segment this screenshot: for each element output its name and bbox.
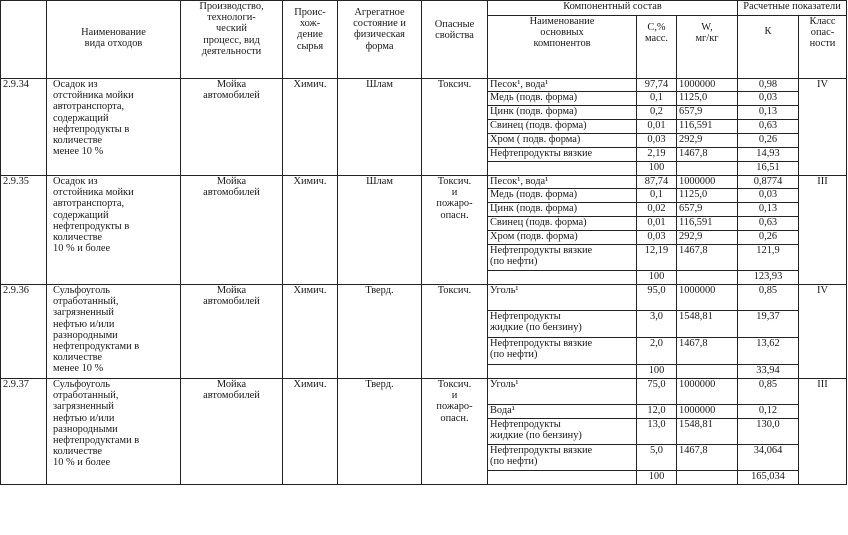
- component-k: 33,94: [738, 365, 799, 379]
- header-production: Производство, технологи- ческий процесс, вид деятельности: [181, 1, 283, 79]
- header-hazard: Опасные свойства: [422, 1, 488, 79]
- hazard-properties: Токсич.: [422, 79, 488, 176]
- component-w: 1000000: [677, 176, 738, 189]
- component-k: 121,9: [738, 245, 799, 271]
- component-w: 1467,8: [677, 338, 738, 365]
- component-w: 1467,8: [677, 148, 738, 162]
- hazard-class: III: [799, 176, 847, 285]
- component-w: 1548,81: [677, 311, 738, 338]
- component-k: 0,13: [738, 203, 799, 217]
- hazard-class: III: [799, 379, 847, 485]
- component-k: 0,63: [738, 217, 799, 231]
- component-w: 1467,8: [677, 245, 738, 271]
- component-k: 34,064: [738, 445, 799, 471]
- component-concentration: 2,19: [637, 148, 677, 162]
- component-k: 0,03: [738, 189, 799, 203]
- component-name: [488, 365, 637, 379]
- component-w: 657,9: [677, 106, 738, 120]
- component-name: Песок¹, вода¹: [488, 79, 637, 92]
- component-name: Свинец (подв. форма): [488, 217, 637, 231]
- table-row: [1, 285, 847, 311]
- waste-code: 2.9.34: [1, 79, 47, 176]
- component-name: Свинец (подв. форма): [488, 120, 637, 134]
- component-w: 1125,0: [677, 189, 738, 203]
- component-w: 1467,8: [677, 445, 738, 471]
- physical-state: Шлам: [338, 79, 422, 176]
- component-name: Нефтепродукты жидкие (по бензину): [488, 311, 637, 338]
- waste-code: 2.9.37: [1, 379, 47, 485]
- waste-name: Осадок из отстойника мойки автотранспорта, содержащий нефтепродукты в количестве 10 % и более: [47, 176, 181, 285]
- waste-name: Осадок из отстойника мойки автотранспорта, содержащий нефтепродукты в количестве менее 10 %: [47, 79, 181, 176]
- header-w: W, мг/кг: [677, 16, 738, 79]
- production-process: Мойка автомобилей: [181, 79, 283, 176]
- table-row: [1, 79, 847, 92]
- component-w: [677, 162, 738, 176]
- production-process: Мойка автомобилей: [181, 379, 283, 485]
- component-w: 1000000: [677, 285, 738, 311]
- header-name: Наименование вида отходов: [47, 1, 181, 79]
- header-code: [1, 1, 47, 79]
- physical-state: Тверд.: [338, 285, 422, 379]
- component-k: 0,8774: [738, 176, 799, 189]
- raw-origin: Химич.: [283, 79, 338, 176]
- component-w: 1000000: [677, 79, 738, 92]
- component-concentration: 13,0: [637, 419, 677, 445]
- component-concentration: 0,03: [637, 231, 677, 245]
- component-concentration: 0,01: [637, 120, 677, 134]
- component-concentration: 0,03: [637, 134, 677, 148]
- component-concentration: 12,0: [637, 405, 677, 419]
- component-concentration: 97,74: [637, 79, 677, 92]
- raw-origin: Химич.: [283, 379, 338, 485]
- header-origin: Проис- хож- дение сырья: [283, 1, 338, 79]
- component-concentration: 0,1: [637, 189, 677, 203]
- component-w: 116,591: [677, 120, 738, 134]
- component-k: 0,98: [738, 79, 799, 92]
- component-k: 0,85: [738, 379, 799, 405]
- component-w: [677, 365, 738, 379]
- component-w: [677, 271, 738, 285]
- hazard-class: IV: [799, 79, 847, 176]
- component-k: 0,85: [738, 285, 799, 311]
- component-concentration: 100: [637, 471, 677, 485]
- component-concentration: 3,0: [637, 311, 677, 338]
- component-name: Нефтепродукты вязкие (по нефти): [488, 245, 637, 271]
- header-row-top: [1, 1, 847, 16]
- production-process: Мойка автомобилей: [181, 285, 283, 379]
- component-k: 19,37: [738, 311, 799, 338]
- component-w: 657,9: [677, 203, 738, 217]
- component-concentration: 0,2: [637, 106, 677, 120]
- component-name: Медь (подв. форма): [488, 92, 637, 106]
- component-w: 1125,0: [677, 92, 738, 106]
- component-concentration: 95,0: [637, 285, 677, 311]
- waste-name: Сульфоуголь отработанный, загрязненный нефтью и/или разнородными нефтепродуктами в количестве 10 % и более: [47, 379, 181, 485]
- component-name: Песок¹, вода¹: [488, 176, 637, 189]
- component-concentration: 5,0: [637, 445, 677, 471]
- component-concentration: 100: [637, 365, 677, 379]
- component-name: [488, 471, 637, 485]
- component-w: 1000000: [677, 405, 738, 419]
- component-name: Нефтепродукты вязкие (по нефти): [488, 445, 637, 471]
- raw-origin: Химич.: [283, 285, 338, 379]
- hazard-properties: Токсич. и пожаро- опасн.: [422, 379, 488, 485]
- component-name: Цинк (подв. форма): [488, 203, 637, 217]
- hazard-properties: Токсич. и пожаро- опасн.: [422, 176, 488, 285]
- physical-state: Шлам: [338, 176, 422, 285]
- table-row: [1, 176, 847, 189]
- component-w: [677, 471, 738, 485]
- component-name: Хром ( подв. форма): [488, 134, 637, 148]
- component-k: 130,0: [738, 419, 799, 445]
- component-name: [488, 271, 637, 285]
- component-concentration: 2,0: [637, 338, 677, 365]
- component-name: Медь (подв. форма): [488, 189, 637, 203]
- component-w: 116,591: [677, 217, 738, 231]
- component-concentration: 100: [637, 162, 677, 176]
- component-k: 0,63: [738, 120, 799, 134]
- component-k: 14,93: [738, 148, 799, 162]
- production-process: Мойка автомобилей: [181, 176, 283, 285]
- waste-name: Сульфоуголь отработанный, загрязненный нефтью и/или разнородными нефтепродуктами в количестве менее 10 %: [47, 285, 181, 379]
- component-concentration: 87,74: [637, 176, 677, 189]
- component-name: Хром (подв. форма): [488, 231, 637, 245]
- component-k: 0,12: [738, 405, 799, 419]
- component-w: 1000000: [677, 379, 738, 405]
- component-k: 165,034: [738, 471, 799, 485]
- physical-state: Тверд.: [338, 379, 422, 485]
- component-k: 0,03: [738, 92, 799, 106]
- waste-code: 2.9.35: [1, 176, 47, 285]
- header-state: Агрегатное состояние и физическая форма: [338, 1, 422, 79]
- hazard-class: IV: [799, 285, 847, 379]
- component-name: [488, 162, 637, 176]
- component-w: 1548,81: [677, 419, 738, 445]
- component-concentration: 0,01: [637, 217, 677, 231]
- component-name: Нефтепродукты вязкие: [488, 148, 637, 162]
- component-concentration: 12,19: [637, 245, 677, 271]
- hazard-properties: Токсич.: [422, 285, 488, 379]
- component-k: 0,26: [738, 134, 799, 148]
- component-w: 292,9: [677, 134, 738, 148]
- raw-origin: Химич.: [283, 176, 338, 285]
- component-name: Нефтепродукты жидкие (по бензину): [488, 419, 637, 445]
- header-conc: С,% масс.: [637, 16, 677, 79]
- table-row: [1, 379, 847, 405]
- component-concentration: 100: [637, 271, 677, 285]
- component-name: Цинк (подв. форма): [488, 106, 637, 120]
- waste-code: 2.9.36: [1, 285, 47, 379]
- header-comp-name: Наименование основных компонентов: [488, 16, 637, 79]
- component-k: 0,26: [738, 231, 799, 245]
- header-calc: Расчетные показатели: [738, 1, 847, 16]
- component-concentration: 75,0: [637, 379, 677, 405]
- component-name: Уголь¹: [488, 285, 637, 311]
- header-composition: Компонентный состав: [488, 1, 738, 16]
- component-k: 16,51: [738, 162, 799, 176]
- component-name: Нефтепродукты вязкие (по нефти): [488, 338, 637, 365]
- component-concentration: 0,1: [637, 92, 677, 106]
- component-concentration: 0,02: [637, 203, 677, 217]
- component-name: Вода¹: [488, 405, 637, 419]
- component-w: 292,9: [677, 231, 738, 245]
- component-k: 0,13: [738, 106, 799, 120]
- header-class: Класс опас- ности: [799, 16, 847, 79]
- header-k: К: [738, 16, 799, 79]
- component-k: 123,93: [738, 271, 799, 285]
- component-k: 13,62: [738, 338, 799, 365]
- component-name: Уголь¹: [488, 379, 637, 405]
